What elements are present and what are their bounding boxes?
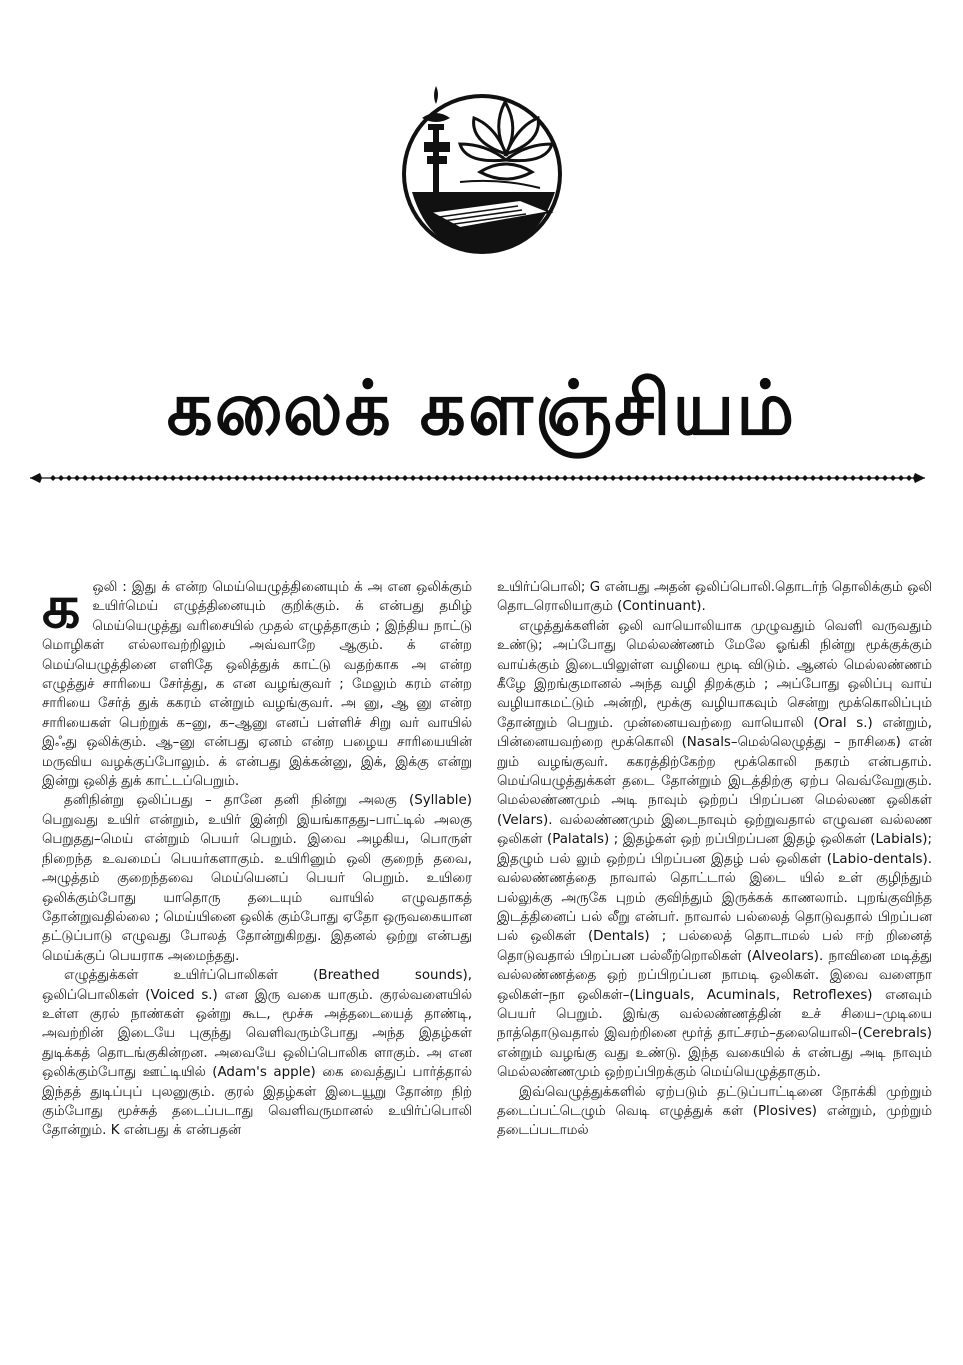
article-column-right [497,578,932,1141]
lamp-lotus-emblem [400,82,565,262]
page-title: கலைக் களஞ்சியம் [166,363,797,453]
article-paragraph: எழுத்துக்களின் ஒலி வாயொலியாக முழுவதும் வெளி வருவதும் உண்டு; அப்போது மெல்லண்ணம் மேலே ஓங்கி நின்று மூக்குக்கும் வாய்க்கும் இடையிலுள்ள வழியை மூடி விடும். ஆனல் மெல்லண்ணம் கீழே இறங்குமானல் அந்த வழி திறக்கும் ; அப்போது ஒலிப்பு வாய் வழியாகமட்டும் அன்றி, மூக்கு வழியாகவும் சென்று மூக்கொலிப்பும் தோன்றும் பெறும். முன்னையவற்றை வாயொலி (Oral s.) என்றும், பின்னையவற்றை மூக்கொலி (Nasals–மெல்லெழுத்து – நாசிகை) என் றும் வழங்குவர். ககரத்திற்கேற்ற மூக்கொலி நகரம் என்பதாம். மெய்யெழுத்துக்கள் தடை தோன்றும் இடத்திற்கு ஏற்ப வெவ்வேறுகும். மெல்லண்ணமும் அடி நாவும் ஒற்றப் பிறப்பன மெல்லண ஒலிகள் (Velars). வல்லண்ணமும் இடைநாவும் ஒற்றுவதால் எழுவன வல்லண ஒலிகள் (Palatals) ; இதழ்கள் ஒற் றப்பிறப்பன இதழ் ஒலிகள் (Labials); இதழும் பல் லும் ஒற்றப் பிறப்பன இதழ் பல் ஒலிகள் (Labio-dentals). வல்லண்ணத்தை நாவால் தொட்டால் இடை யில் உள் குழிந்தும் பல்லுக்கு அருகே புறம் குவிந்தும் இருக்கக் காணலாம். புறங்குவிந்த இடத்தினைப் பல் லீறு என்பர். நாவால் பல்லைத் தொடுவதால் பிறப்பன பல் ஒலிகள் (Dentals) ; பல்லைத் தொடாமல் பல் ஈற் றினைத் தொடுவதால் பிறப்பன பல்லீற்றொலிகள் (Alveolars). நாவினை மடித்து வல்லண்ணத்தை ஒற் றப்பிறப்பன நாமடி ஒலிகள். இவை வளைநா ஒலிகள்–நா ஒலிகள்–(Linguals, Acuminals, Retroflexes) எனவும் பெயர் பெறும். இங்கு வல்லண்ணத்தின் உச் சியை–முடியை நாத்தொடுவதால் இவற்றினை மூர்த் தாட்சரம்–தலையொலி–(Cerebrals) என்றும் வழங்கு வது உண்டு. இந்த வகையில் க் என்பது அடி நாவும் மெல்லண்ணமும் ஒற்றப்பிறக்கும் மெய்யெழுத்தாகும். [497,618,932,1081]
article-column-left [42,572,472,1141]
paragraph-text: ஒலி : இது க் என்ற மெய்யெழுத்தினையும் க் அ என ஒலிக்கும் உயிர்மெய் எழுத்தினையும் குறிக்கும். க் என்பது தமிழ் மெய்யெழுத்து வரிசையில் முதல் எழுத்தாகும் ; இந்திய நாட்டு மொழிகள் எல்லாவற்றிலும் அவ்வாறே ஆகும். க் என்ற மெய்யெழுத்தினை எளிதே ஒலித்துக் காட்டு வதற்காக அ என்ற எழுத்துச் சாரியை சேர்த்து, க என வழங்குவர் ; மேலும் கரம் என்ற சாரியை சேர்த் துக் ககரம் என்றும் வழங்குவர். அ னு, ஆ னு என்ற சாரியைகள் பெற்றுக் க–னு, க–ஆனு எனப் பள்ளிச் சிறு வர் வாயில் இஃது ஒலிக்கும். ஆ–னு என்பது ஏனம் என்ற பழைய சாரியையின் மருவிய வழக்குப்போலும். க் என்பது இக்கன்னு, இக், இக்கு என்று இன்று ஒலித் துக் காட்டப்பெறும். [42,580,472,790]
article-paragraph: இவ்வெழுத்துக்களில் ஏற்படும் தட்டுப்பாட்டினை நோக்கி முற்றும் தடைப்பட்டெழும் வெடி எழுத்துக் கள் (Plosives) என்றும், முற்றும் தடைப்படாமல் [497,1084,932,1139]
drop-cap: க [42,572,81,642]
article-paragraph: தனிநின்று ஒலிப்பது – தானே தனி நின்று அலகு (Syllable) பெறுவது உயிர் என்றும், உயிர் இன்றி இயங்காதது–பாட்டில் அலகு பெறுதது–மெய் என்றும் பெயர் பெறும். இவை அழகிய, பொருள் நிறைந்த உவமைப் பெயர்களாகும். உயிரினும் ஒலி குறைந் தவை, அழுத்தம் குறைந்தவை மெய்யெனப் பெயர் பெறும். உயிரை ஒலிக்கும்போது யாதொரு தடையும் வாயில் எழுவதாகத் தோன்றுவதில்லை ; மெய்யினை ஒலிக் கும்போது ஏதோ ஒருவகையான தட்டுப்பாடு எழுவது போலத் தோன்றுகிறது. இதனல் ஒற்று என்பது மெய்க்குப் பெயராக அமைந்தது. [42,793,472,964]
article-paragraph: உயிர்ப்பொலி; G என்பது அதன் ஒலிப்பொலி.தொடர்ந் தொலிக்கும் ஒலி தொடரொலியாகும் (Continuant). [497,580,932,615]
article-paragraph: எழுத்துக்கள் உயிர்ப்பொலிகள் (Breathed sounds), ஒலிப்பொலிகள் (Voiced s.) என இரு வகை யாகும். குரல்வளையில் உள்ள குரல் நாண்கள் ஒன்று கூட, மூச்சு அத்தடையைத் தாண்டி, அவற்றின் இடையே புகுந்து வெளிவரும்போது அந்த இதழ்கள் துடிக்கத் தொடங்குகின்றன. அவையே ஒலிப்பொலிக ளாகும். அ என ஒலிக்கும்போது ஊட்டியில் (Adam's apple) கை வைத்துப் பார்த்தால் இந்தத் துடிப்புப் புலனுகும். குரல் இதழ்கள் இடையூறு தோன்ற நிற் கும்போது மூச்சுத் தடைப்படாது வெளிவருமானல் உயிர்ப்பொலி தோன்றும். K என்பது க் என்பதன் [42,968,472,1139]
article-paragraph [42,572,472,791]
ornamental-divider [30,470,925,486]
